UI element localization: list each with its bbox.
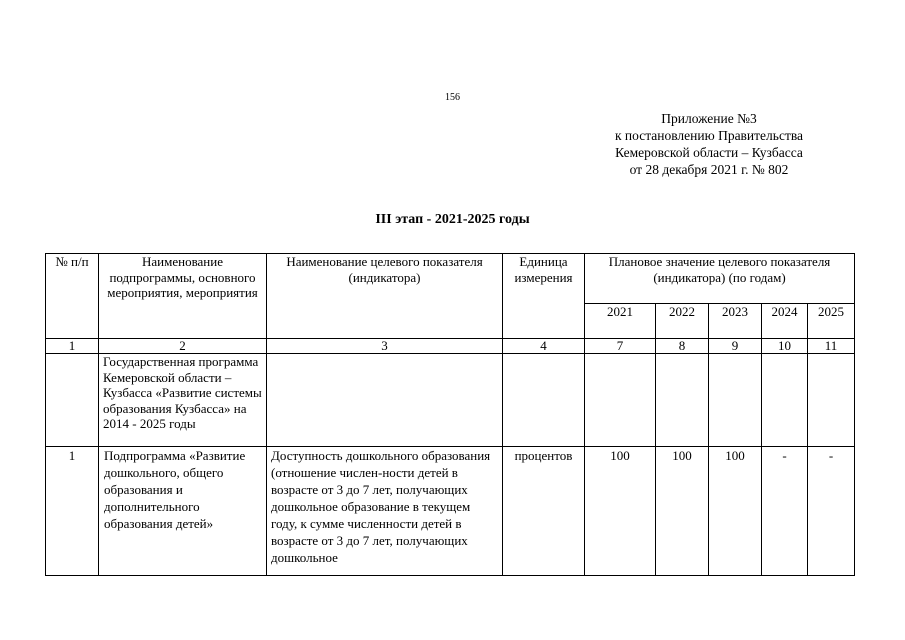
stage-title: III этап - 2021-2025 годы: [375, 212, 530, 227]
header-year: 2021: [585, 304, 656, 339]
cell-unit: процентов: [503, 447, 585, 576]
appendix-line-4: от 28 декабря 2021 г. № 802: [629, 162, 789, 177]
appendix-line-3: Кемеровской области – Кузбасса: [615, 145, 803, 160]
index-cell: 3: [267, 339, 503, 354]
header-planned: Плановое значение целевого показателя (индикатора) (по годам): [585, 254, 855, 304]
cell-value: -: [808, 447, 855, 576]
page-number: 156: [445, 92, 460, 103]
cell-value: -: [762, 447, 808, 576]
index-cell: 10: [762, 339, 808, 354]
cell-value: [585, 354, 656, 447]
cell-num: 1: [46, 447, 99, 576]
index-cell: 1: [46, 339, 99, 354]
cell-value: 100: [656, 447, 709, 576]
cell-value: [709, 354, 762, 447]
header-year: 2024: [762, 304, 808, 339]
cell-value: 100: [709, 447, 762, 576]
header-name: Наименование подпрограммы, основного мероприятия, мероприятия: [99, 254, 267, 339]
index-row: [46, 339, 855, 354]
index-cell: 11: [808, 339, 855, 354]
header-indicator: Наименование целевого показателя (индикатора): [267, 254, 503, 339]
cell-value: [656, 354, 709, 447]
index-cell: 7: [585, 339, 656, 354]
index-cell: 8: [656, 339, 709, 354]
cell-indicator: [267, 354, 503, 447]
indicator-table: [45, 253, 855, 576]
cell-num: [46, 354, 99, 447]
appendix-block: [579, 110, 839, 178]
index-cell: 2: [99, 339, 267, 354]
cell-name: Подпрограмма «Развитие дошкольного, общего образования и дополнительного образования детей»: [99, 447, 267, 576]
header-year: 2022: [656, 304, 709, 339]
index-cell: 9: [709, 339, 762, 354]
appendix-line-2: к постановлению Правительства: [614, 128, 804, 143]
cell-unit: [503, 354, 585, 447]
header-year: 2025: [808, 304, 855, 339]
index-cell: 4: [503, 339, 585, 354]
table-row: [46, 354, 855, 447]
cell-value: 100: [585, 447, 656, 576]
cell-value: [762, 354, 808, 447]
cell-indicator: Доступность дошкольного образования (отношение числен-ности детей в возрасте от 3 до 7 лет, получающих дошкольное образование в текущем году, к сумме численности детей в возрасте от 3 до 7 лет, получающих дошкольное: [267, 447, 503, 576]
header-unit: Единица измерения: [503, 254, 585, 339]
cell-name: Государственная программа Кемеровской области – Кузбасса «Развитие системы образования Кузбасса» на 2014 - 2025 годы: [99, 354, 267, 447]
appendix-line-1: Приложение №3: [661, 111, 757, 126]
header-num: № п/п: [46, 254, 99, 339]
cell-value: [808, 354, 855, 447]
header-year: 2023: [709, 304, 762, 339]
table-row: [46, 447, 855, 576]
